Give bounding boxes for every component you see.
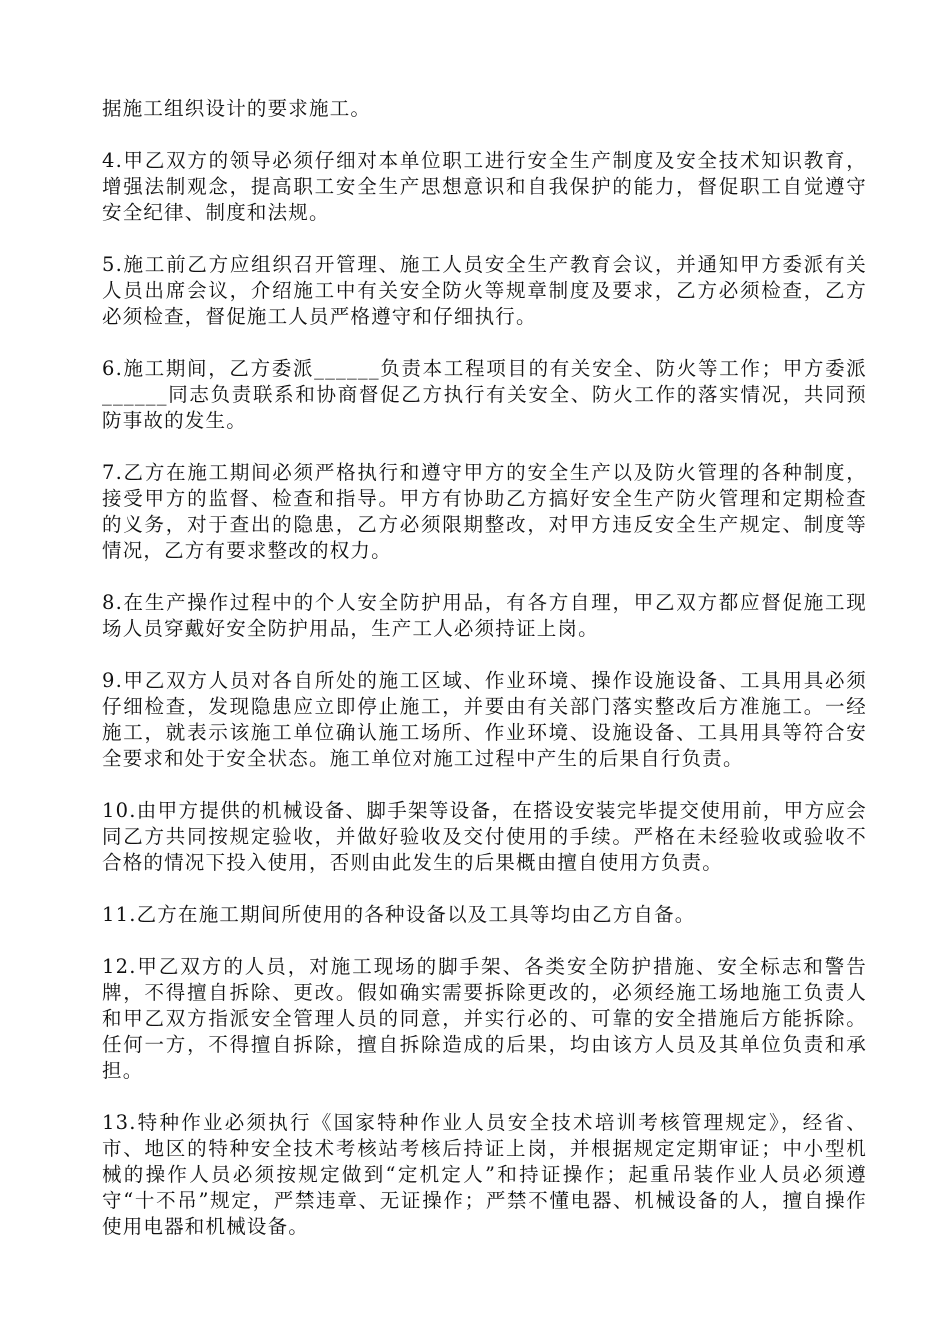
- paragraph-clause-12: 12.甲乙双方的人员，对施工现场的脚手架、各类安全防护措施、安全标志和警告牌，不得擅自拆除、更改。假如确实需要拆除更改的，必须经施工场地施工负责人和甲乙双方指派安全管理人员的同意，并实行必的、可靠的安全措施后方能拆除。任何一方，不得擅自拆除，擅自拆除造成的后果，均由该方人员及其单位负责和承担。: [102, 955, 867, 1082]
- paragraph-clause-11: 11.乙方在施工期间所使用的各种设备以及工具等均由乙方自备。: [102, 903, 696, 926]
- paragraph-clause-7: 7.乙方在施工期间必须严格执行和遵守甲方的安全生产以及防火管理的各种制度，接受甲方的监督、检查和指导。甲方有协助乙方搞好安全生产防火管理和定期检查的义务，对于查出的隐患，乙方必须限期整改，对甲方违反安全生产规定、制度等情况，乙方有要求整改的权力。: [102, 461, 867, 562]
- paragraph-clause-9: 9.甲乙双方人员对各自所处的施工区域、作业环境、操作设施设备、工具用具必须仔细检查，发现隐患应立即停止施工，并要由有关部门落实整改后方准施工。一经施工，就表示该施工单位确认施工场所、作业环境、设施设备、工具用具等符合安全要求和处于安全状态。施工单位对施工过程中产生的后果自行负责。: [102, 669, 867, 770]
- paragraph-continuation: 据施工组织设计的要求施工。: [102, 97, 372, 120]
- paragraph-clause-8: 8.在生产操作过程中的个人安全防护用品，有各方自理，甲乙双方都应督促施工现场人员穿戴好安全防护用品，生产工人必须持证上岗。: [102, 591, 867, 640]
- document-body: [102, 96, 867, 1240]
- paragraph-clause-5: 5.施工前乙方应组织召开管理、施工人员安全生产教育会议，并通知甲方委派有关人员出席会议，介绍施工中有关安全防火等规章制度及要求，乙方必须检查，乙方必须检查，督促施工人员严格遵守和仔细执行。: [102, 253, 867, 328]
- paragraph-clause-4: 4.甲乙双方的领导必须仔细对本单位职工进行安全生产制度及安全技术知识教育，增强法制观念，提高职工安全生产思想意识和自我保护的能力，督促职工自觉遵守安全纪律、制度和法规。: [102, 149, 867, 224]
- paragraph-clause-13: 13.特种作业必须执行《国家特种作业人员安全技术培训考核管理规定》，经省、市、地区的特种安全技术考核站考核后持证上岗，并根据规定定期审证；中小型机械的操作人员必须按规定做到“定机定人”和持证操作；起重吊装作业人员必须遵守“十不吊”规定，严禁违章、无证操作；严禁不懂电器、机械设备的人，擅自操作使用电器和机械设备。: [102, 1111, 867, 1238]
- paragraph-clause-6: 6.施工期间，乙方委派______负责本工程项目的有关安全、防火等工作；甲方委派______同志负责联系和协商督促乙方执行有关安全、防火工作的落实情况，共同预防事故的发生。: [102, 357, 867, 432]
- paragraph-clause-10: 10.由甲方提供的机械设备、脚手架等设备，在搭设安装完毕提交使用前，甲方应会同乙方共同按规定验收，并做好验收及交付使用的手续。严格在未经验收或验收不合格的情况下投入使用，否则由此发生的后果概由擅自使用方负责。: [102, 799, 867, 874]
